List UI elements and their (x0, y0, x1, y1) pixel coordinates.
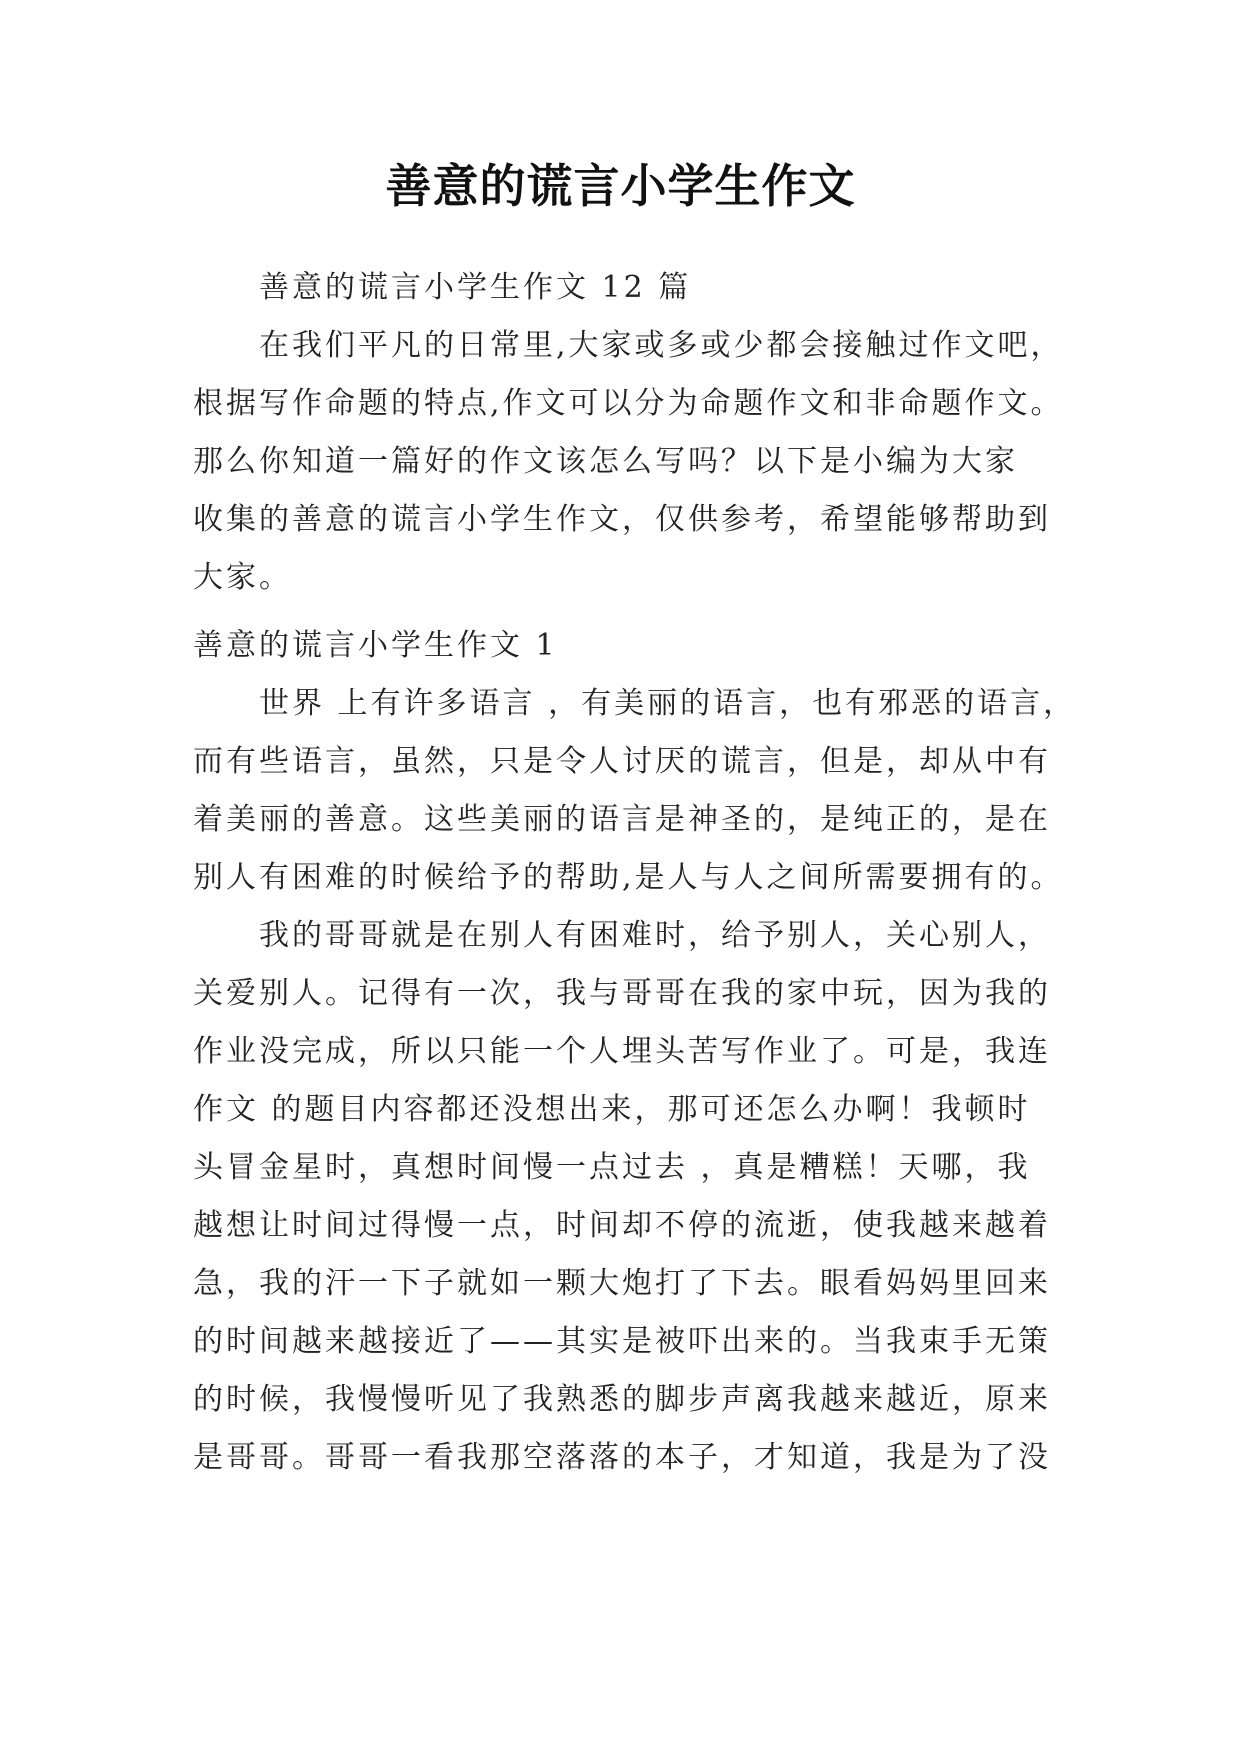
text-line: 越想让时间过得慢一点，时间却不停的流逝，使我越来越着 (193, 1208, 1051, 1243)
intro-section (193, 259, 1064, 607)
text-line: 世界 上有许多语言 ，有美丽的语言，也有邪恶的语言， (259, 686, 1077, 721)
text-line: 善意的谎言小学生作文 1 (193, 628, 558, 663)
text-line: 头冒金星时，真想时间慢一点过去 ，真是糟糕！天哪，我 (193, 1150, 1031, 1185)
text-line: 根据写作命题的特点,作文可以分为命题作文和非命题作文。 (193, 386, 1064, 421)
text-line: 那么你知道一篇好的作文该怎么写吗？以下是小编为大家 (193, 444, 1018, 479)
text-line: 别人有困难的时候给予的帮助,是人与人之间所需要拥有的。 (193, 860, 1064, 895)
text-line: 我的哥哥就是在别人有困难时，给予别人，关心别人， (259, 918, 1051, 953)
text-line: 作业没完成，所以只能一个人埋头苦写作业了。可是，我连 (193, 1034, 1051, 1069)
text-line: 关爱别人。记得有一次，我与哥哥在我的家中玩，因为我的 (193, 976, 1051, 1011)
text-line: 在我们平凡的日常里,大家或多或少都会接触过作文吧， (259, 328, 1064, 363)
text-line: 急，我的汗一下子就如一颗大炮打了下去。眼看妈妈里回来 (193, 1266, 1051, 1301)
text-line: 而有些语言，虽然，只是令人讨厌的谎言，但是，却从中有 (193, 744, 1051, 779)
text-line: 是哥哥。哥哥一看我那空落落的本子，才知道，我是为了没 (193, 1440, 1051, 1475)
text-line: 作文 的题目内容都还没想出来，那可还怎么办啊！我顿时 (193, 1092, 1031, 1127)
document-title: 善意的谎言小学生作文 (385, 159, 856, 213)
essay-section (193, 617, 1077, 1487)
text-line: 的时候，我慢慢听见了我熟悉的脚步声离我越来越近，原来 (193, 1382, 1051, 1417)
text-line: 收集的善意的谎言小学生作文，仅供参考，希望能够帮助到 (193, 502, 1051, 537)
text-line: 大家。 (193, 560, 292, 595)
text-line: 着美丽的善意。这些美丽的语言是神圣的，是纯正的，是在 (193, 802, 1051, 837)
text-line: 的时间越来越接近了——其实是被吓出来的。当我束手无策 (193, 1324, 1051, 1359)
text-line: 善意的谎言小学生作文 12 篇 (259, 270, 692, 305)
